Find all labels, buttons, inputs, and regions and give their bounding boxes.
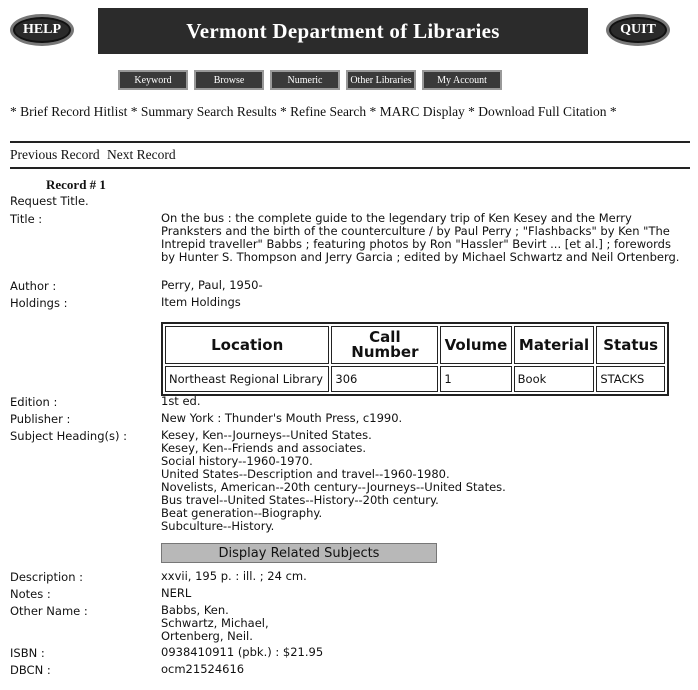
table-cell: 1 — [440, 366, 511, 392]
table-cell: Northeast Regional Library — [165, 366, 329, 392]
keyword-button[interactable]: Keyword — [118, 70, 188, 90]
other-name-link[interactable]: Babbs, Ken. — [161, 603, 229, 617]
title-label: Title : — [10, 212, 43, 226]
other-name-list — [161, 604, 681, 643]
view-links[interactable]: * Brief Record Hitlist * Summary Search Results * Refine Search * MARC Display * Download Full Citation * — [10, 104, 617, 119]
publisher-label: Publisher : — [10, 412, 71, 426]
other-name-label: Other Name : — [10, 604, 88, 618]
holdings-value: Item Holdings — [161, 295, 241, 309]
column-header: Call Number — [331, 326, 438, 364]
request-title-link[interactable]: Request Title. — [10, 194, 89, 208]
subject-list — [161, 429, 681, 533]
author-label: Author : — [10, 279, 57, 293]
previous-record-link[interactable]: Previous Record — [10, 147, 100, 162]
my-account-button[interactable]: My Account — [422, 70, 502, 90]
column-header: Status — [596, 326, 665, 364]
edition-label: Edition : — [10, 395, 58, 409]
help-button[interactable]: HELP — [10, 14, 74, 46]
other-name-link[interactable]: Ortenberg, Neil. — [161, 629, 253, 643]
edition-value: 1st ed. — [161, 394, 201, 408]
description-value: xxvii, 195 p. : ill. ; 24 cm. — [161, 569, 307, 583]
notes-value: NERL — [161, 586, 192, 600]
holdings-label: Holdings : — [10, 296, 68, 310]
subject-link[interactable]: United States--Description and travel--1960-1980. — [161, 467, 450, 481]
subject-label: Subject Heading(s) : — [10, 429, 127, 443]
dbcn-label: DBCN : — [10, 663, 51, 677]
subject-link[interactable]: Novelists, American--20th century--Journeys--United States. — [161, 480, 506, 494]
record-navigation — [10, 147, 176, 163]
table-cell: Book — [514, 366, 595, 392]
column-header: Location — [165, 326, 329, 364]
column-header: Volume — [440, 326, 511, 364]
dbcn-value: ocm21524616 — [161, 662, 245, 676]
description-label: Description : — [10, 570, 84, 584]
table-row — [165, 366, 665, 392]
quit-button[interactable]: QUIT — [606, 14, 670, 46]
subject-link[interactable]: Bus travel--United States--History--20th century. — [161, 493, 439, 507]
holdings-table — [161, 322, 669, 396]
other-name-link[interactable]: Schwartz, Michael, — [161, 616, 269, 630]
isbn-value: 0938410911 (pbk.) : $21.95 — [161, 645, 324, 659]
table-cell: 306 — [331, 366, 438, 392]
browse-button[interactable]: Browse — [194, 70, 264, 90]
display-related-subjects-button[interactable]: Display Related Subjects — [161, 543, 437, 563]
title-value: On the bus : the complete guide to the legendary trip of Ken Kesey and the Merry Pranksters and the birth of the counterculture / by Paul Perry ; "Flashbacks" by Ken "The Intrepid traveller" Babbs ; featuring photos by Ron "Hassler" Bevirt ... [et al.] ; forewords by Hunter S. Thompson and Jerry Garcia ; edited by Michael Schwartz and Neil Ortenberg. — [161, 211, 680, 264]
search-nav — [118, 70, 502, 90]
page-title: Vermont Department of Libraries — [98, 8, 588, 54]
table-cell: STACKS — [596, 366, 665, 392]
divider — [10, 167, 690, 169]
isbn-label: ISBN : — [10, 646, 45, 660]
table-header-row — [165, 326, 665, 364]
record-heading: Record # 1 — [46, 177, 106, 192]
subject-link[interactable]: Kesey, Ken--Journeys--United States. — [161, 428, 372, 442]
column-header: Material — [514, 326, 595, 364]
subject-link[interactable]: Subculture--History. — [161, 519, 275, 533]
subject-link[interactable]: Beat generation--Biography. — [161, 506, 323, 520]
numeric-button[interactable]: Numeric — [270, 70, 340, 90]
subject-link[interactable]: Social history--1960-1970. — [161, 454, 313, 468]
subject-link[interactable]: Kesey, Ken--Friends and associates. — [161, 441, 367, 455]
other-libraries-button[interactable]: Other Libraries — [346, 70, 416, 90]
notes-label: Notes : — [10, 587, 51, 601]
publisher-value: New York : Thunder's Mouth Press, c1990. — [161, 411, 403, 425]
divider — [10, 141, 690, 143]
author-link[interactable]: Perry, Paul, 1950- — [161, 278, 263, 292]
next-record-link[interactable]: Next Record — [106, 147, 176, 162]
